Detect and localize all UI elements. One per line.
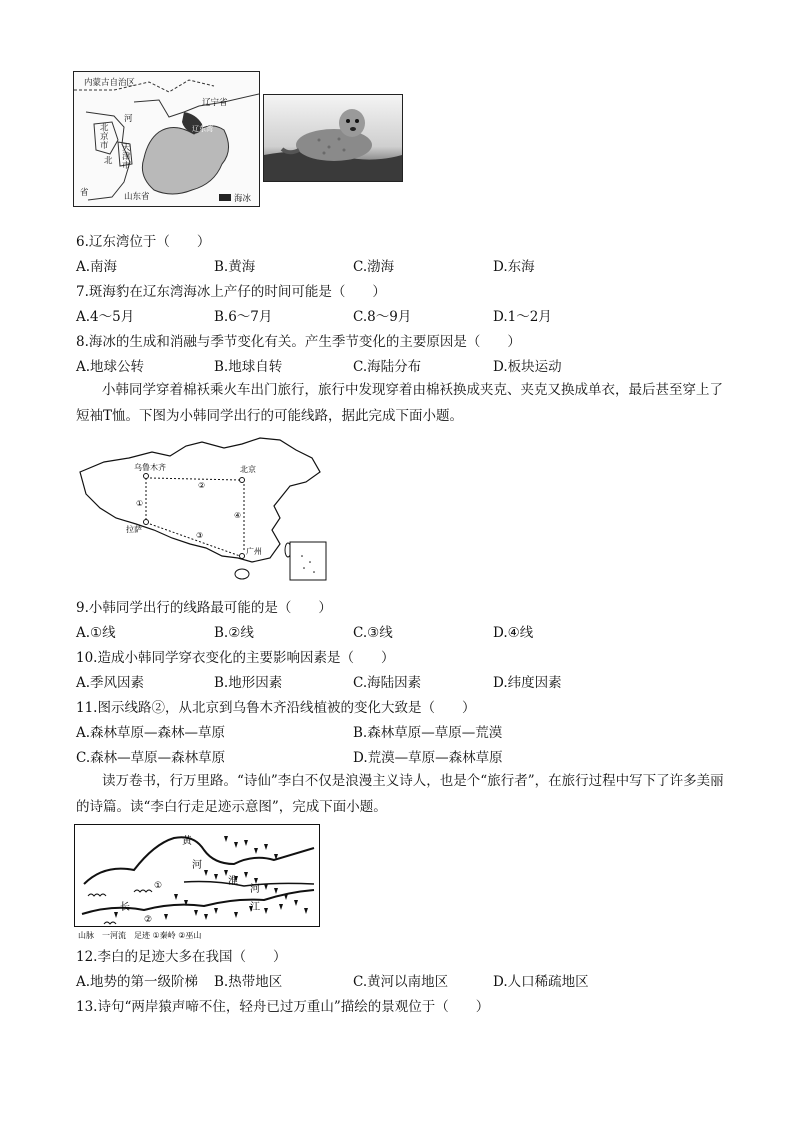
label-huang: 黄 — [182, 836, 192, 847]
question-6: 6.辽东湾位于（ ） — [76, 234, 211, 250]
q10-option-a: A.季风因素 — [76, 675, 145, 691]
q10-option-b: B.地形因素 — [214, 675, 283, 691]
q8-option-d: D.板块运动 — [493, 359, 562, 375]
libai-footprint-map-drawing — [74, 824, 320, 940]
liaodong-bay-map — [73, 71, 260, 207]
label-bei: 北 — [104, 156, 113, 166]
route-3-label: ③ — [196, 531, 204, 540]
q8-option-c: C.海陆分布 — [353, 359, 422, 375]
city-urumqi: 乌鲁木齐 — [134, 463, 166, 472]
label-jiang: 江 — [250, 902, 260, 913]
q8-option-b: B.地球自转 — [214, 359, 283, 375]
libai-footprint-map — [74, 824, 320, 940]
q12-option-c: C.黄河以南地区 — [353, 974, 449, 990]
question-12: 12.李白的足迹大多在我国（ ） — [76, 949, 287, 965]
q12-option-d: D.人口稀疏地区 — [493, 974, 589, 990]
q6-option-a: A.南海 — [76, 259, 118, 275]
city-beijing: 北京 — [240, 465, 256, 474]
seal-photo — [263, 94, 403, 182]
route-4-label: ④ — [234, 511, 242, 520]
q7-option-a: A.4～5月 — [76, 309, 135, 325]
label-huai: 淮 — [228, 876, 238, 887]
route-1-label: ① — [136, 499, 144, 508]
label-mountain-2: ② — [144, 915, 153, 925]
q6-option-b: B.黄海 — [214, 259, 256, 275]
question-11: 11.图示线路②，从北京到乌鲁木齐沿线植被的变化大致是（ ） — [76, 700, 476, 716]
q11-option-a: A.森林草原—森林—草原 — [76, 725, 226, 741]
seal-photo-drawing — [264, 95, 402, 181]
q7-option-b: B.6～7月 — [214, 309, 273, 325]
label-liaoning: 辽宁省 — [202, 98, 228, 108]
label-liaodongwan: 辽东湾 — [192, 125, 213, 133]
label-he-yellow: 河 — [192, 860, 202, 871]
q12-option-a: A.地势的第一级阶梯 — [76, 974, 199, 990]
q6-option-d: D.东海 — [493, 259, 535, 275]
city-lhasa: 拉萨 — [126, 525, 142, 534]
q7-option-d: D.1～2月 — [493, 309, 552, 325]
label-he: 河 — [124, 114, 133, 124]
q11-option-c: C.森林—草原—森林草原 — [76, 750, 226, 766]
label-neimenggu: 内蒙古自治区 — [84, 78, 136, 88]
passage-travel: 小韩同学穿着棉袄乘火车出门旅行，旅行中发现穿着由棉袄换成夹克、夹克又换成单衣，最后甚至穿上了短袖T恤。下图为小韩同学出行的可能线路，据此完成下面小题。 — [76, 382, 723, 424]
china-route-map — [74, 434, 334, 584]
china-route-map-drawing — [74, 434, 334, 584]
label-sheng: 省 — [80, 188, 89, 198]
q9-option-d: D.④线 — [493, 625, 534, 641]
label-shandong: 山东省 — [124, 192, 150, 202]
label-beijing: 北京市 — [100, 123, 109, 151]
question-9: 9.小韩同学出行的线路最可能的是（ ） — [76, 600, 332, 616]
city-guangzhou: 广州 — [246, 547, 262, 556]
q12-option-b: B.热带地区 — [214, 974, 283, 990]
question-8: 8.海冰的生成和消融与季节变化有关。产生季节变化的主要原因是（ ） — [76, 334, 521, 350]
question-7: 7.斑海豹在辽东湾海冰上产仔的时间可能是（ ） — [76, 284, 386, 300]
q11-option-d: D.荒漠—草原—森林草原 — [353, 750, 503, 766]
label-tianjin: 天津市 — [122, 143, 131, 171]
route-2-label: ② — [198, 481, 206, 490]
q9-option-c: C.③线 — [353, 625, 393, 641]
question-10: 10.造成小韩同学穿衣变化的主要影响因素是（ ） — [76, 650, 395, 666]
question-13: 13.诗句“两岸猿声啼不住，轻舟已过万重山”描绘的景观位于（ ） — [76, 999, 490, 1015]
q6-option-c: C.渤海 — [353, 259, 395, 275]
label-legend-ice: 海冰 — [234, 194, 252, 204]
label-he-huai: 河 — [250, 884, 260, 895]
q8-option-a: A.地球公转 — [76, 359, 145, 375]
passage-libai: 读万卷书，行万里路。“诗仙”李白不仅是浪漫主义诗人，也是个“旅行者”，在旅行过程中写下了许多美丽的诗篇。读“李白行走足迹示意图”，完成下面小题。 — [76, 773, 724, 815]
q11-option-b: B.森林草原—草原—荒漠 — [353, 725, 503, 741]
q9-option-b: B.②线 — [214, 625, 254, 641]
label-mountain-1: ① — [154, 881, 163, 891]
q10-option-d: D.纬度因素 — [493, 675, 562, 691]
q10-option-c: C.海陆因素 — [353, 675, 422, 691]
q7-option-c: C.8～9月 — [353, 309, 412, 325]
label-chang: 长 — [120, 902, 130, 913]
map-legend: 山脉 一河流 足迹 ①秦岭 ②巫山 — [78, 931, 202, 940]
q9-option-a: A.①线 — [76, 625, 116, 641]
